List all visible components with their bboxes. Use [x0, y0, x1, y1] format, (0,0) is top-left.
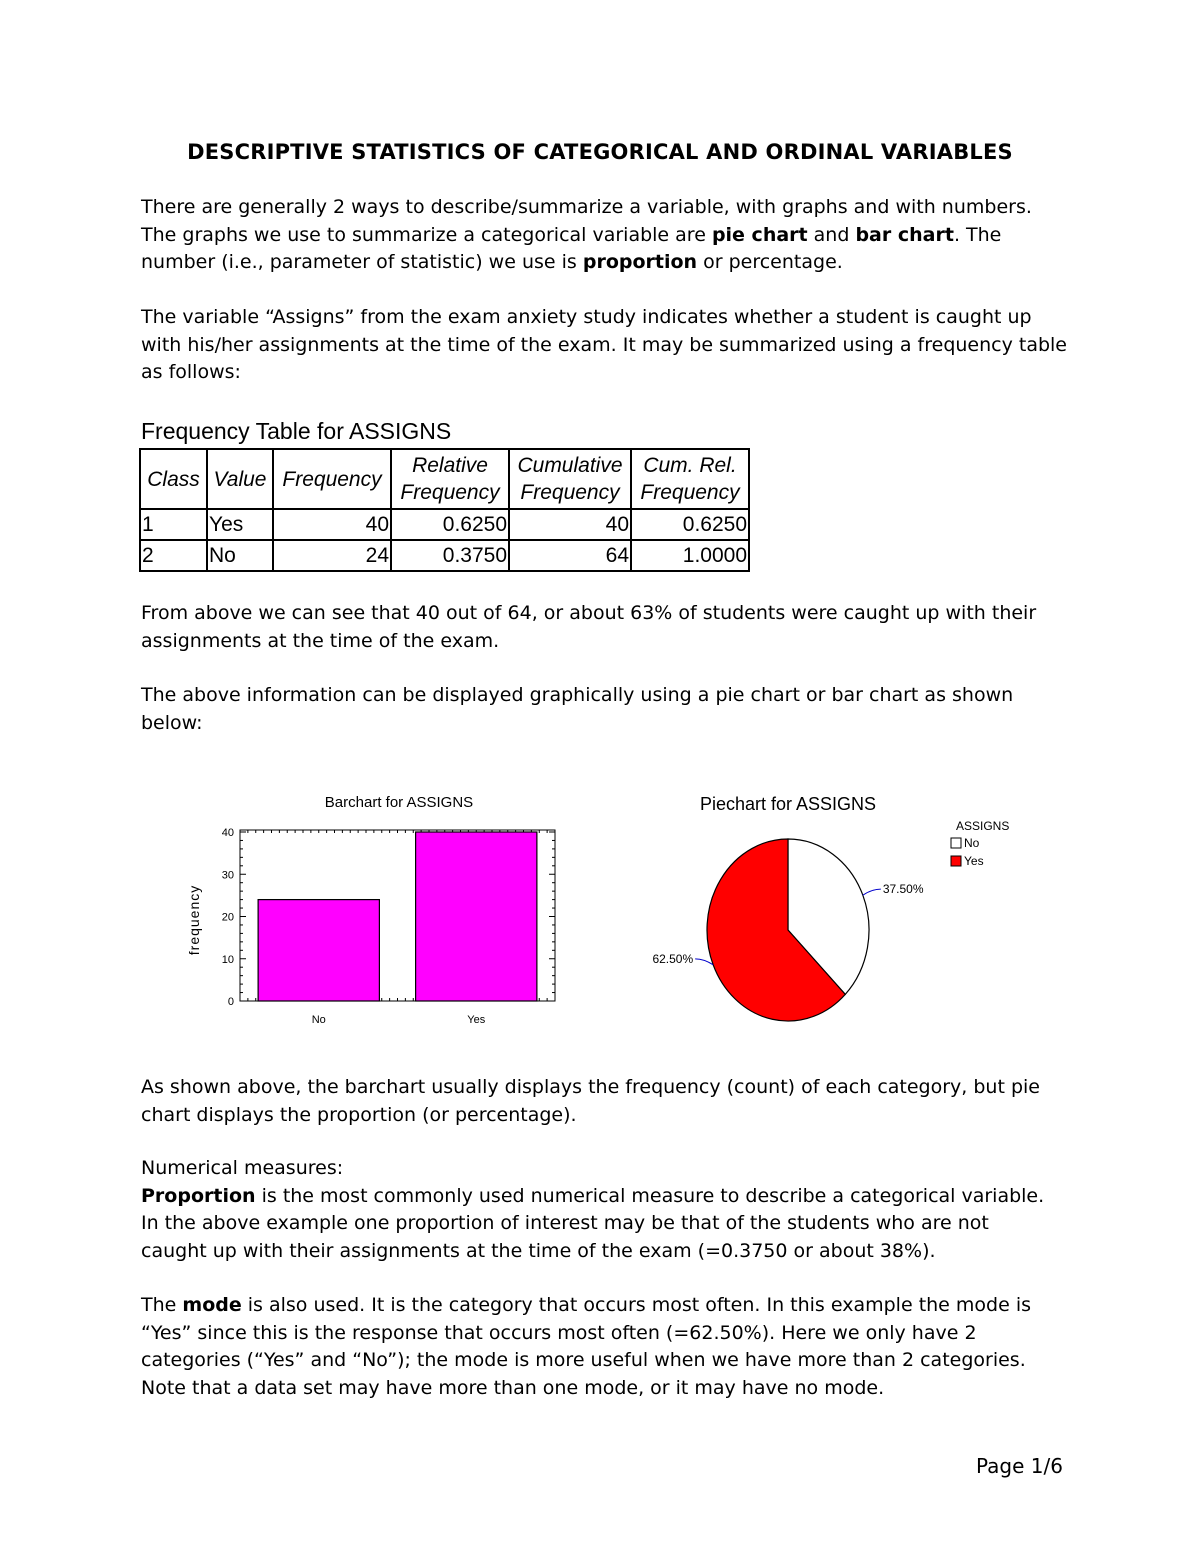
y-tick-label: 40 [221, 827, 234, 839]
x-tick-label: Yes [467, 1014, 486, 1026]
table-cell: 1.0000 [631, 540, 749, 571]
frequency-table-title: Frequency Table for ASSIGNS [141, 418, 452, 444]
pie-legend-label-yes: Yes [964, 854, 984, 868]
table-cell: 64 [509, 540, 631, 571]
pie-chart [620, 780, 1060, 1040]
header-frequency: Frequency [273, 449, 391, 509]
intro-paragraph: There are generally 2 ways to describe/summarize a variable, with graphs and with numbers. The graphs we use to summarize a categorical variable are pie chart and bar chart. The number (i.e., parameter of statistic) we use is proportion or percentage. [141, 196, 1032, 273]
header-cum-rel-frequency: Cum. Rel. Frequency [631, 449, 749, 509]
bar-chart-title: Barchart for ASSIGNS [324, 794, 474, 811]
table-row [140, 540, 749, 571]
y-tick-label: 10 [221, 953, 234, 966]
y-tick-label: 0 [227, 996, 234, 1008]
pie-label-leader [695, 959, 713, 965]
table-cell: 0.6250 [631, 509, 749, 540]
bar-yes [416, 832, 537, 1001]
table-cell: 1 [140, 509, 207, 540]
pie-legend-label-no: No [964, 836, 980, 850]
y-tick-label: 30 [221, 869, 234, 882]
after-charts-paragraph: As shown above, the barchart usually displays the frequency (count) of each category, but pie chart displays the proportion (or percentage). [141, 1076, 1040, 1126]
header-value: Value [207, 449, 273, 509]
table-cell: 0.6250 [391, 509, 509, 540]
x-tick-label: No [311, 1014, 326, 1026]
table-cell: No [207, 540, 273, 571]
header-class: Class [140, 449, 207, 509]
table-row [140, 509, 749, 540]
bar-chart-y-axis-label: frequency [186, 884, 202, 956]
pie-legend-swatch-no [951, 838, 961, 848]
bar-chart [170, 780, 590, 1040]
numerical-measures-paragraph: Numerical measures: Proportion is the most commonly used numerical measure to describe a categorical variable. In the above example one proportion of interest may be that of the students who are not caught up with their assignments at the time of the exam (=0.3750 or about 38%). [141, 1157, 1045, 1262]
page-number: Page 1/6 [976, 1454, 1063, 1478]
pie-value-label: 37.50% [882, 882, 924, 897]
pie-chart-title: Piechart for ASSIGNS [699, 794, 877, 814]
graph-intro-paragraph: The above information can be displayed graphically using a pie chart or bar chart as shown below: [141, 684, 1014, 734]
frequency-table [139, 448, 750, 572]
table-header-row [140, 449, 749, 509]
assigns-paragraph: The variable “Assigns” from the exam anxiety study indicates whether a student is caught up with his/her assignments at the time of the exam. It may be summarized using a frequency table as follows: [141, 306, 1067, 383]
table-cell: 40 [509, 509, 631, 540]
from-above-paragraph: From above we can see that 40 out of 64, or about 63% of students were caught up with their assignments at the time of the exam. [141, 602, 1037, 652]
table-cell: 2 [140, 540, 207, 571]
bar-no [258, 900, 379, 1001]
header-relative-frequency: Relative Frequency [391, 449, 509, 509]
table-cell: 24 [273, 540, 391, 571]
mode-paragraph: The mode is also used. It is the category that occurs most often. In this example the mode is “Yes” since this is the response that occurs most often (=62.50%). Here we only have 2 categories (“Yes” and “No”); the mode is more useful when we have more than 2 categories. Note that a data set may have more than one mode, or it may have no mode. [141, 1294, 1032, 1399]
table-cell: Yes [207, 509, 273, 540]
pie-legend-title: ASSIGNS [956, 819, 1010, 833]
table-cell: 40 [273, 509, 391, 540]
pie-label-leader [863, 889, 881, 895]
pie-legend-swatch-yes [951, 856, 961, 866]
pie-value-label: 62.50% [652, 951, 694, 966]
header-cumulative-frequency: Cumulative Frequency [509, 449, 631, 509]
table-cell: 0.3750 [391, 540, 509, 571]
y-tick-label: 20 [221, 911, 234, 924]
page-title: DESCRIPTIVE STATISTICS OF CATEGORICAL AND ORDINAL VARIABLES [187, 140, 1013, 164]
